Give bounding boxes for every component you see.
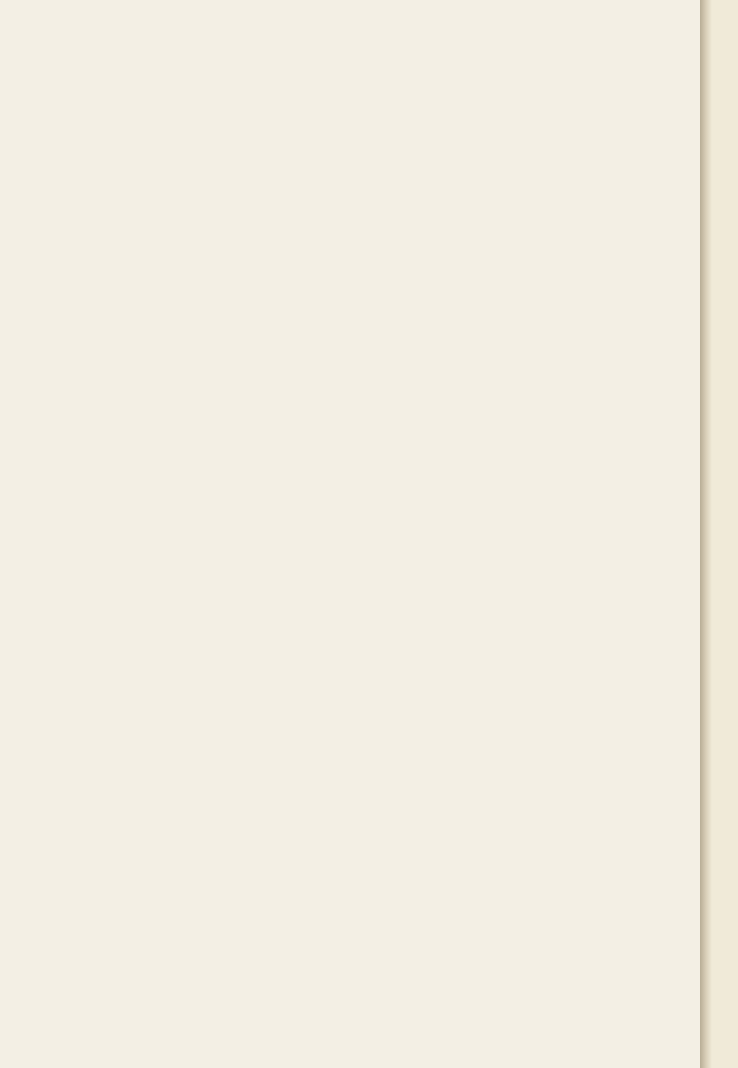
page-gutter xyxy=(700,0,738,1068)
column-2 xyxy=(258,103,462,199)
masthead-spacer xyxy=(258,103,462,199)
